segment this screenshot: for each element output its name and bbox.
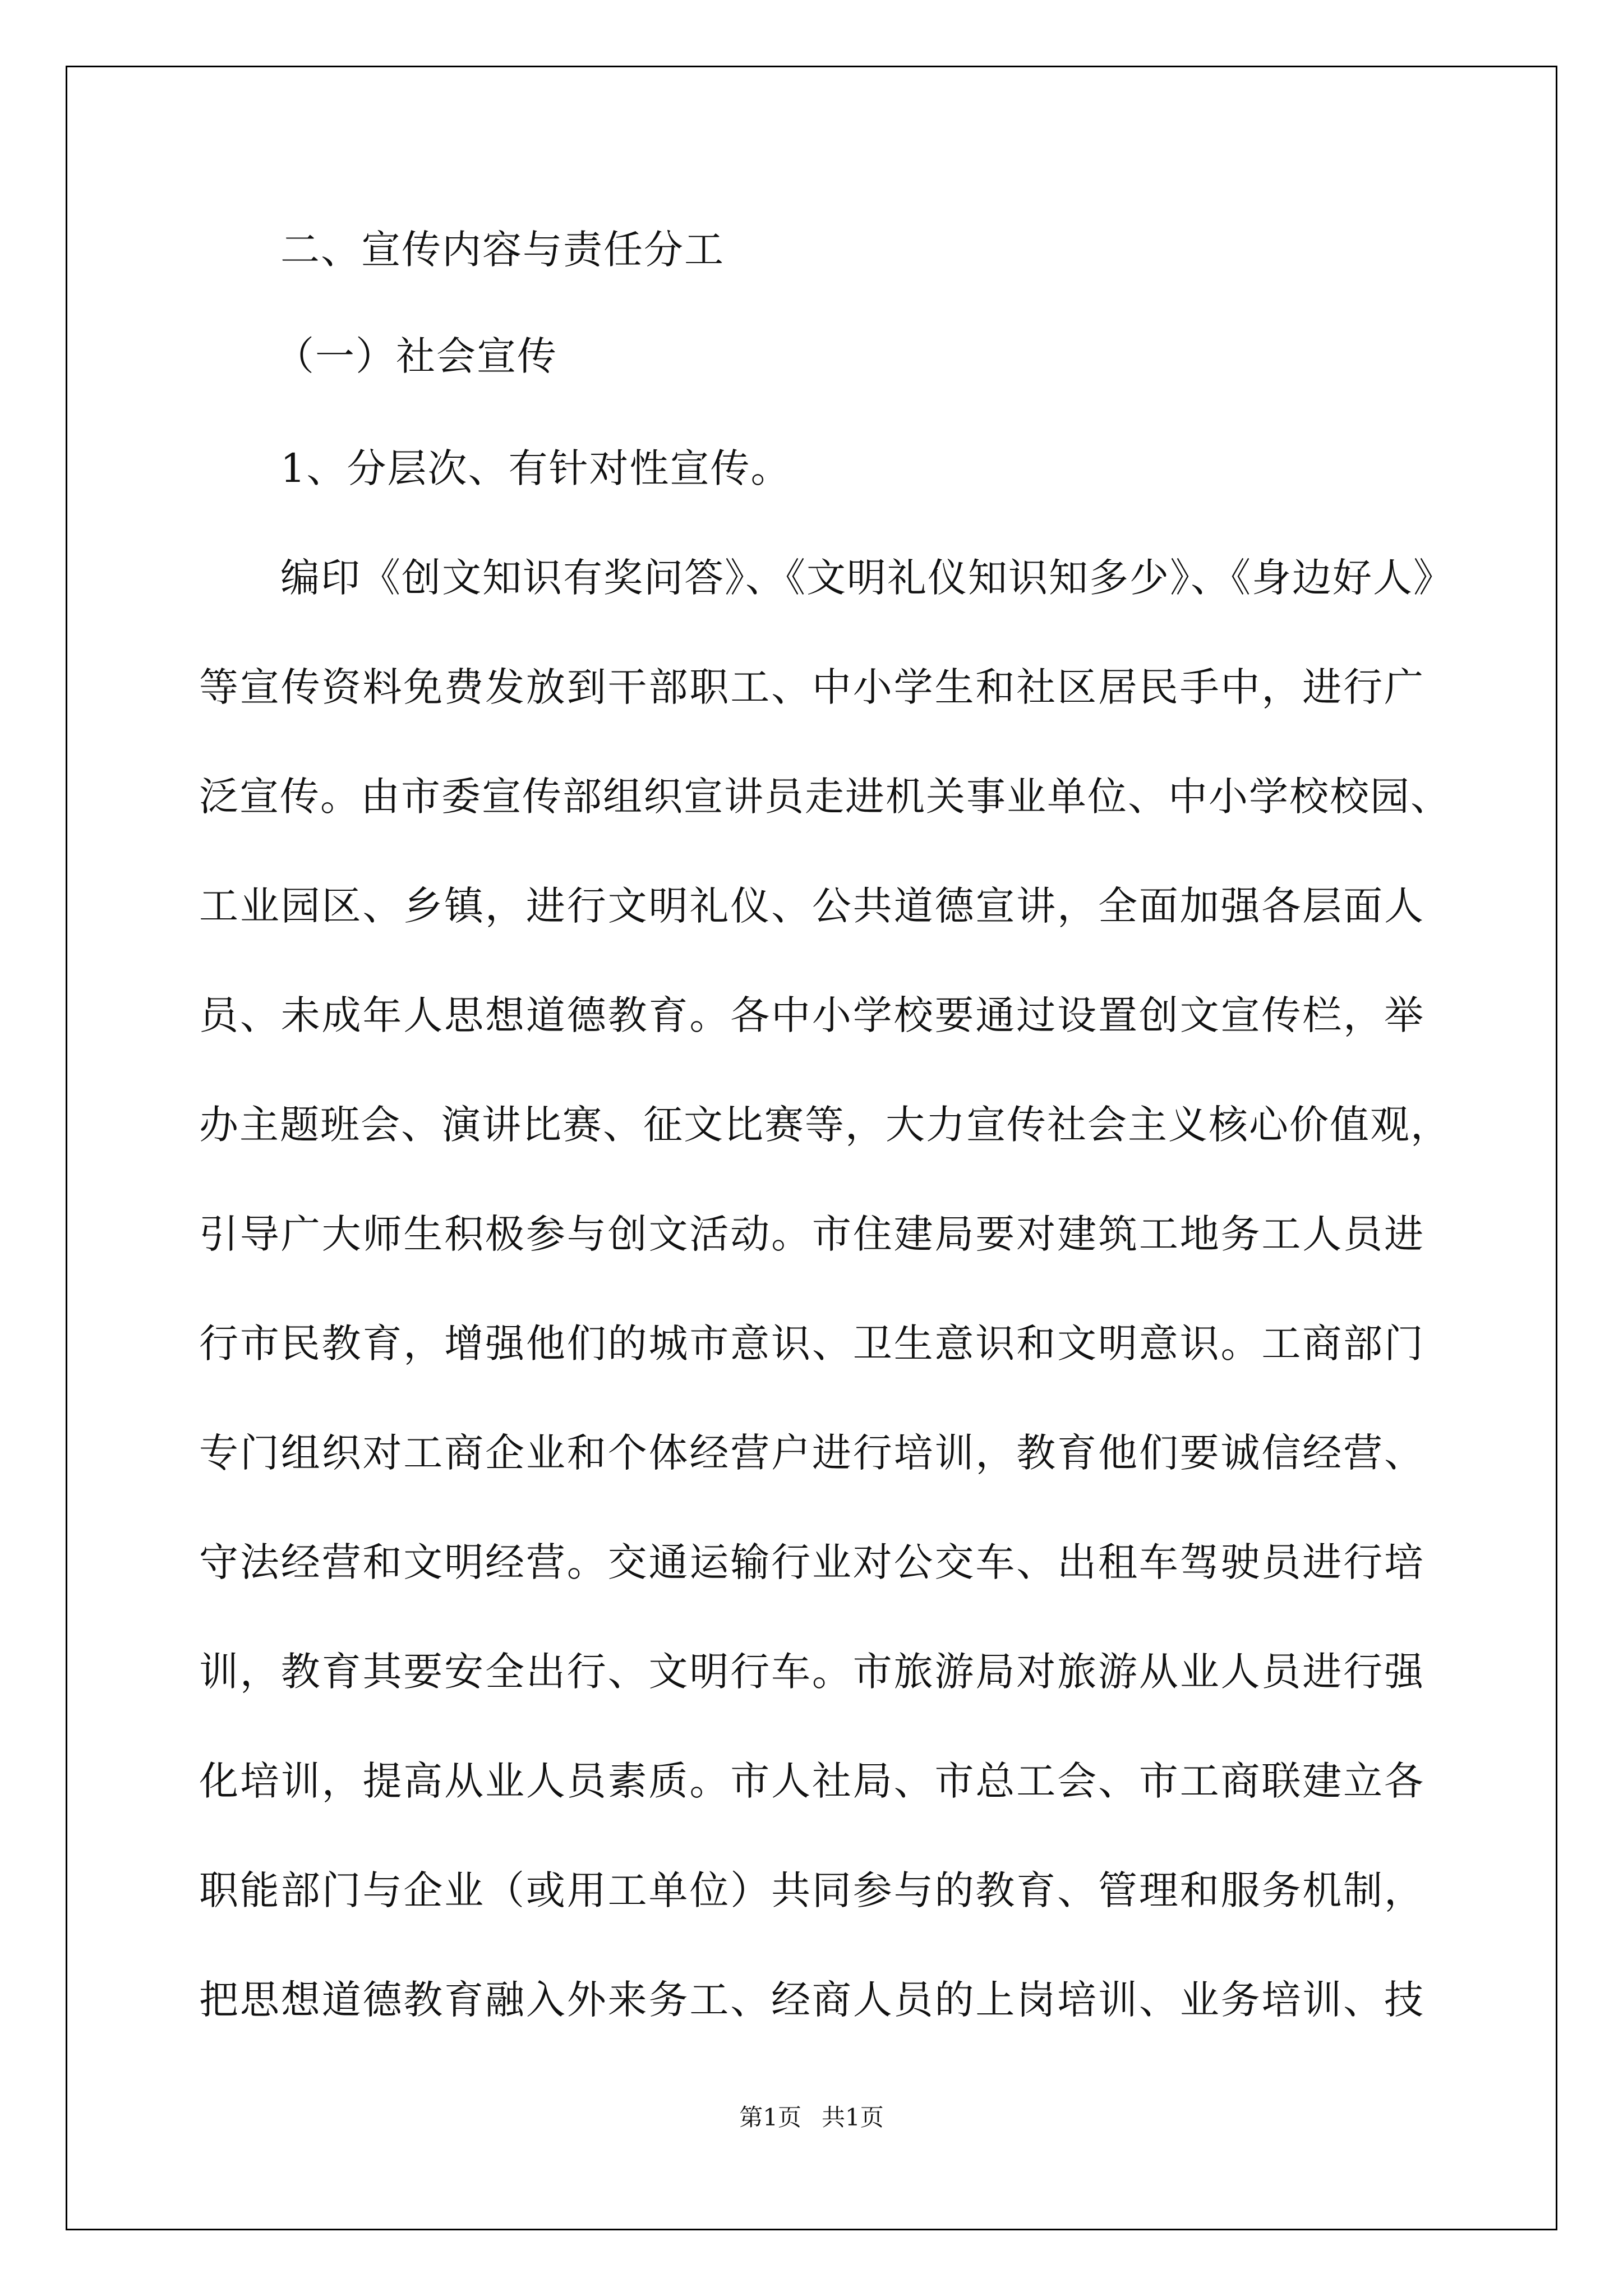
page-total: 共1页 [822,2104,884,2131]
paragraph-line: 员、未成年人思想道德教育。各中小学校要通过设置创文宣传栏，举 [199,992,1424,1038]
paragraph-line: 编印《创文知识有奖问答》、《文明礼仪知识知多少》、《身边好人》 [280,555,1454,601]
paragraph-line: 把思想道德教育融入外来务工、经商人员的上岗培训、业务培训、技 [199,1977,1424,2023]
subsection-heading: （一）社会宣传 [275,333,557,379]
section-heading: 二、宣传内容与责任分工 [280,227,725,273]
paragraph-line: 引导广大师生积极参与创文活动。市住建局要对建筑工地务工人员进 [199,1211,1424,1257]
paragraph-line: 工业园区、乡镇，进行文明礼仪、公共道德宣讲，全面加强各层面人 [199,883,1424,929]
paragraph-line: 训，教育其要安全出行、文明行车。市旅游局对旅游从业人员进行强 [199,1649,1424,1695]
paragraph-line: 办主题班会、演讲比赛、征文比赛等，大力宣传社会主义核心价值观， [199,1102,1451,1148]
paragraph-line: 专门组织对工商企业和个体经营户进行培训，教育他们要诚信经营、 [199,1430,1424,1476]
paragraph-line: 守法经营和文明经营。交通运输行业对公交车、出租车驾驶员进行培 [199,1539,1424,1585]
page-number: 第1页 [739,2104,801,2131]
paragraph-line: 行市民教育，增强他们的城市意识、卫生意识和文明意识。工商部门 [199,1320,1424,1366]
page-footer [0,2101,1623,2134]
item-heading: 1、分层次、有针对性宣传。 [280,445,791,491]
paragraph-line: 等宣传资料免费发放到干部职工、中小学生和社区居民手中，进行广 [199,664,1424,710]
paragraph-line: 职能部门与企业（或用工单位）共同参与的教育、管理和服务机制， [199,1867,1424,1913]
paragraph-line: 泛宣传。由市委宣传部组织宣讲员走进机关事业单位、中小学校校园、 [199,774,1451,820]
paragraph-line: 化培训，提高从业人员素质。市人社局、市总工会、市工商联建立各 [199,1758,1424,1804]
